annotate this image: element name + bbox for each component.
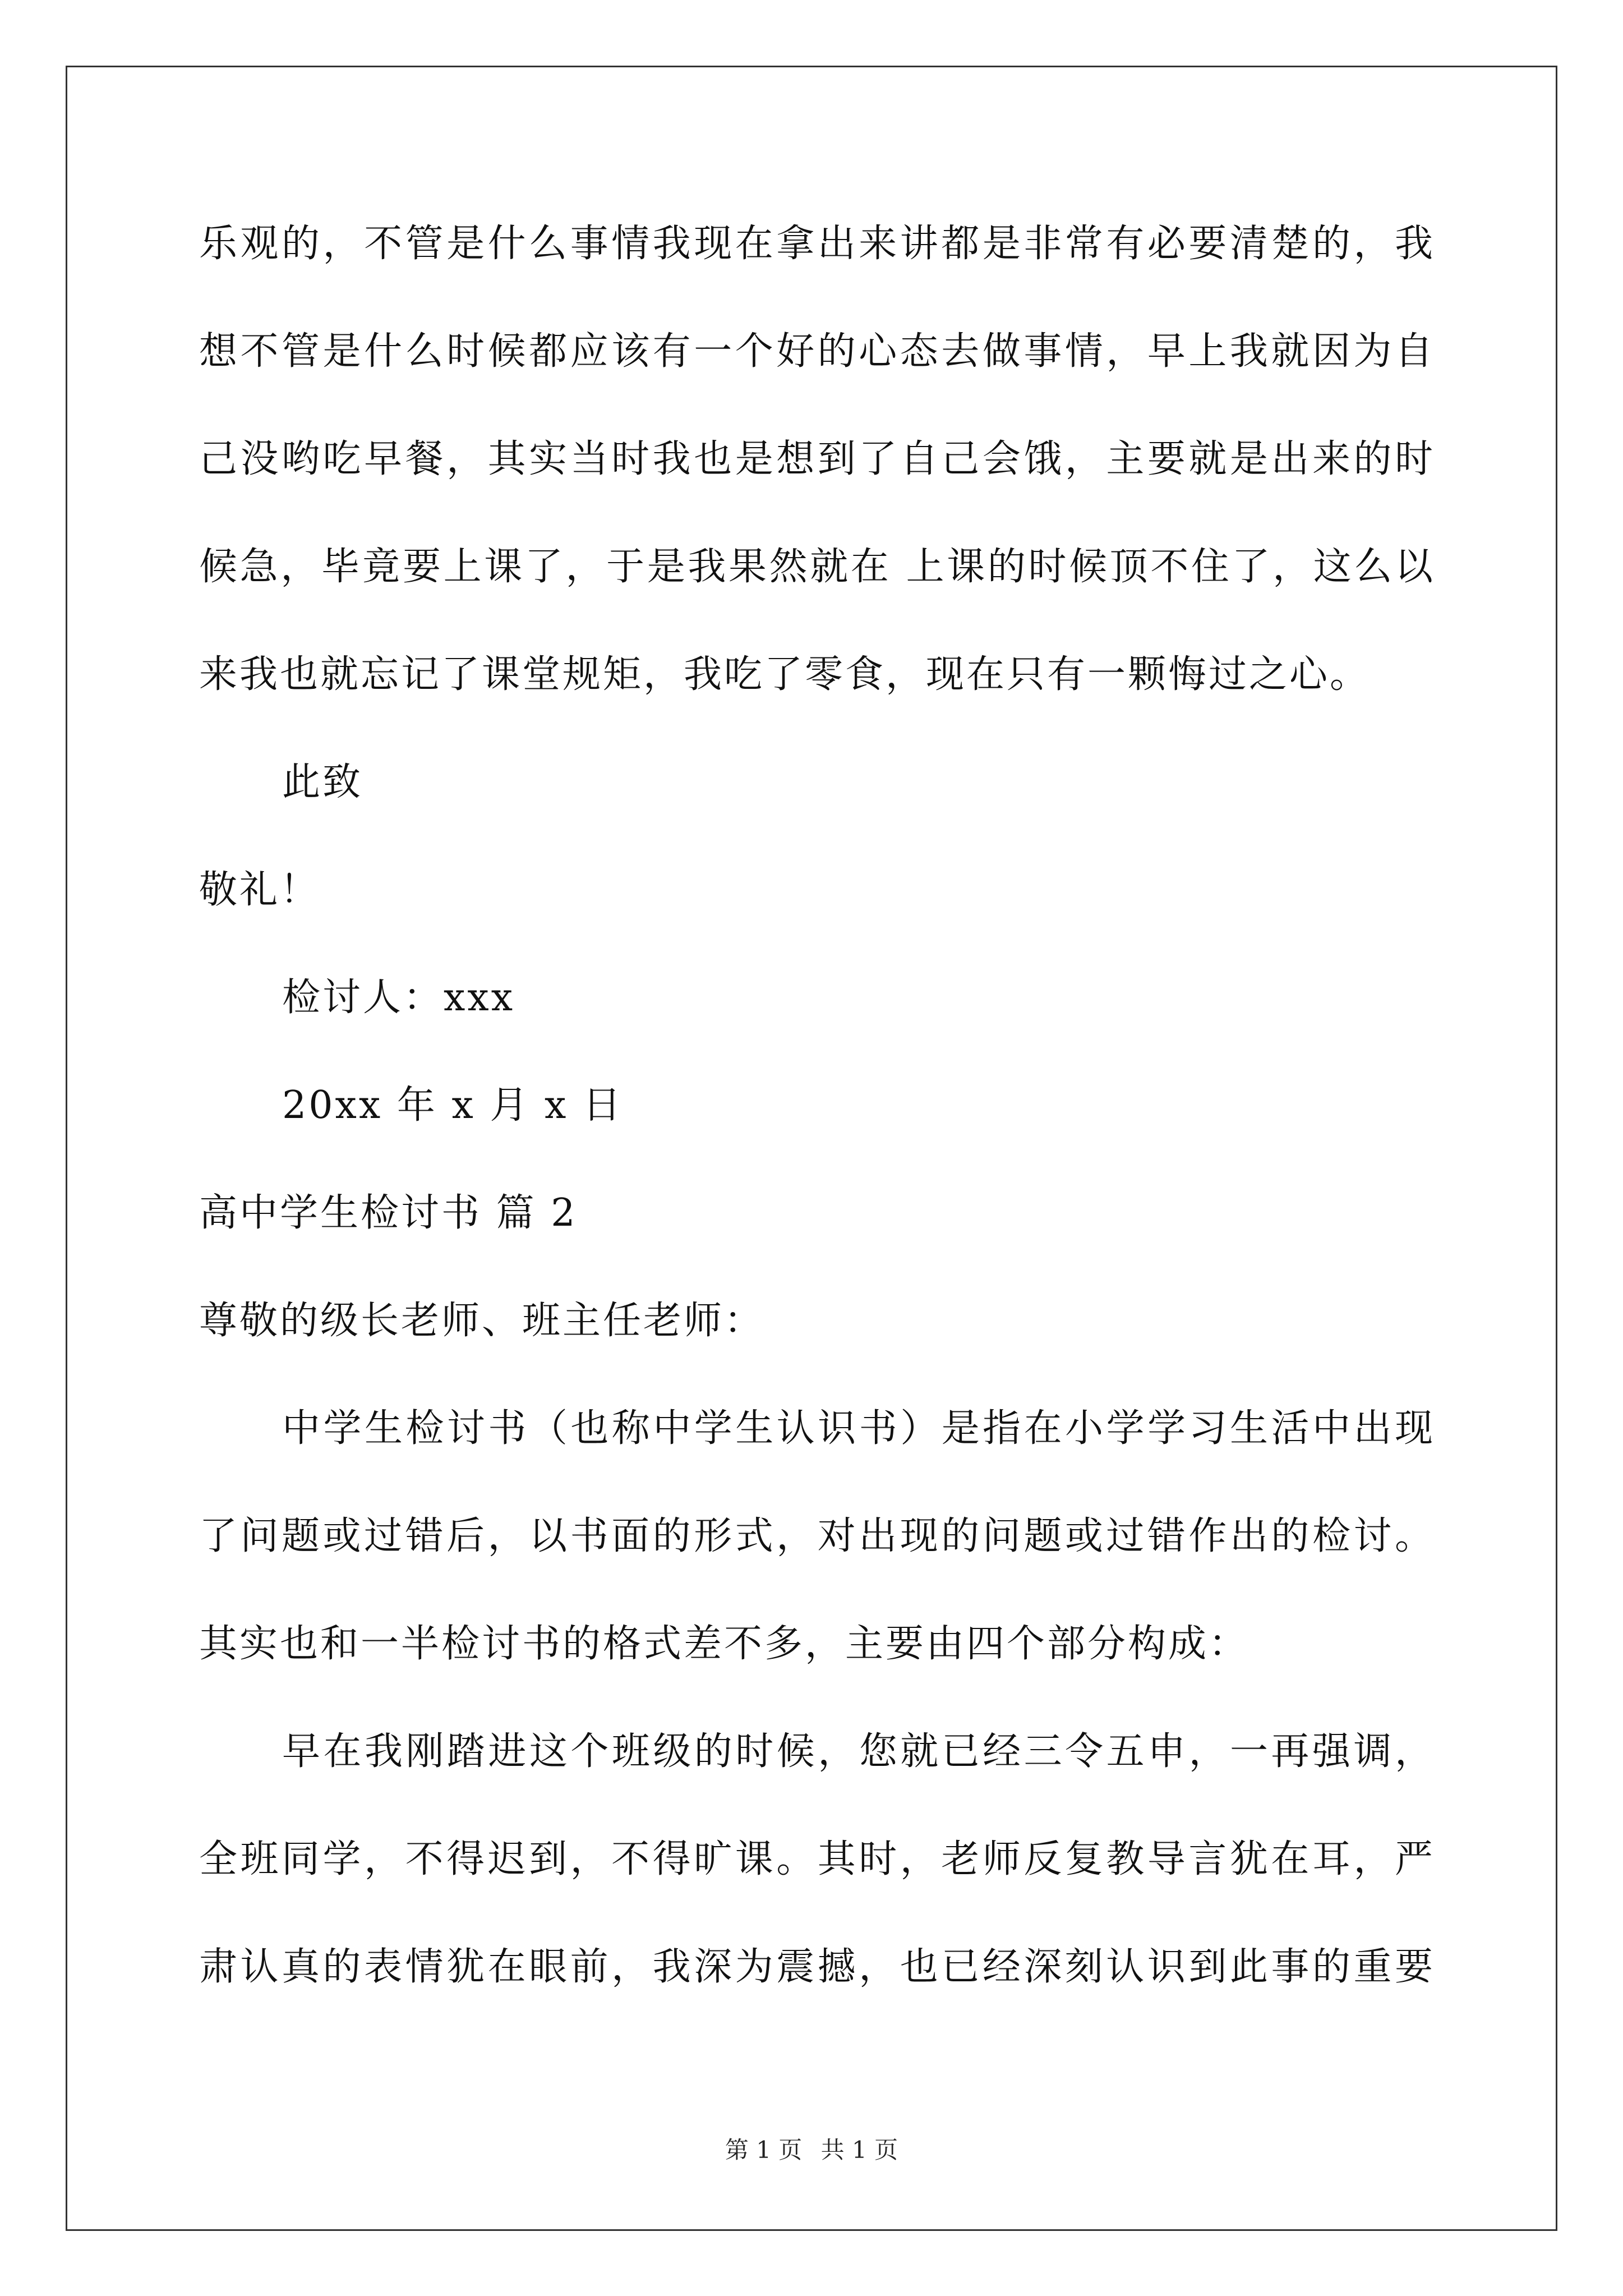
para2-line-3: 肃认真的表情犹在眼前，我深为震撼，也已经深刻认识到此事的重要 bbox=[199, 1945, 1433, 1989]
body-line-1: 乐观的，不管是什么事情我现在拿出来讲都是非常有必要清楚的，我 bbox=[199, 222, 1433, 266]
para1-line-3: 其实也和一半检讨书的格式差不多，主要由四个部分构成： bbox=[199, 1622, 1249, 1666]
para1-line-1: 中学生检讨书（也称中学生认识书）是指在小学学习生活中出现 bbox=[282, 1406, 1433, 1451]
para2-line-1: 早在我刚踏进这个班级的时候，您就已经三令五申，一再强调， bbox=[282, 1729, 1433, 1774]
page-current: 第 1 页 bbox=[725, 2136, 803, 2164]
page-footer bbox=[0, 2134, 1623, 2166]
page-border bbox=[66, 66, 1557, 2231]
closing-salutation: 此致 bbox=[282, 760, 363, 804]
addressee: 尊敬的级长老师、班主任老师： bbox=[199, 1299, 765, 1343]
body-line-2: 想不管是什么时候都应该有一个好的心态去做事情，早上我就因为自 bbox=[199, 329, 1433, 374]
signer-line: 检讨人：xxx bbox=[282, 976, 515, 1020]
body-line-3: 己没哟吃早餐，其实当时我也是想到了自己会饿，主要就是出来的时 bbox=[199, 437, 1433, 481]
page-total: 共 1 页 bbox=[820, 2136, 898, 2164]
section-title: 高中学生检讨书 篇 2 bbox=[199, 1191, 578, 1235]
date-line: 20xx 年 x 月 x 日 bbox=[282, 1083, 624, 1128]
para1-line-2: 了问题或过错后，以书面的形式，对出现的问题或过错作出的检讨。 bbox=[199, 1514, 1433, 1558]
body-line-4: 候急，毕竟要上课了，于是我果然就在 上课的时候顶不住了，这么以 bbox=[199, 545, 1433, 589]
para2-line-2: 全班同学，不得迟到，不得旷课。其时，老师反复教导言犹在耳，严 bbox=[199, 1837, 1433, 1881]
body-line-5: 来我也就忘记了课堂规矩，我吃了零食，现在只有一颗悔过之心。 bbox=[199, 652, 1371, 697]
closing-regards: 敬礼！ bbox=[199, 868, 321, 912]
